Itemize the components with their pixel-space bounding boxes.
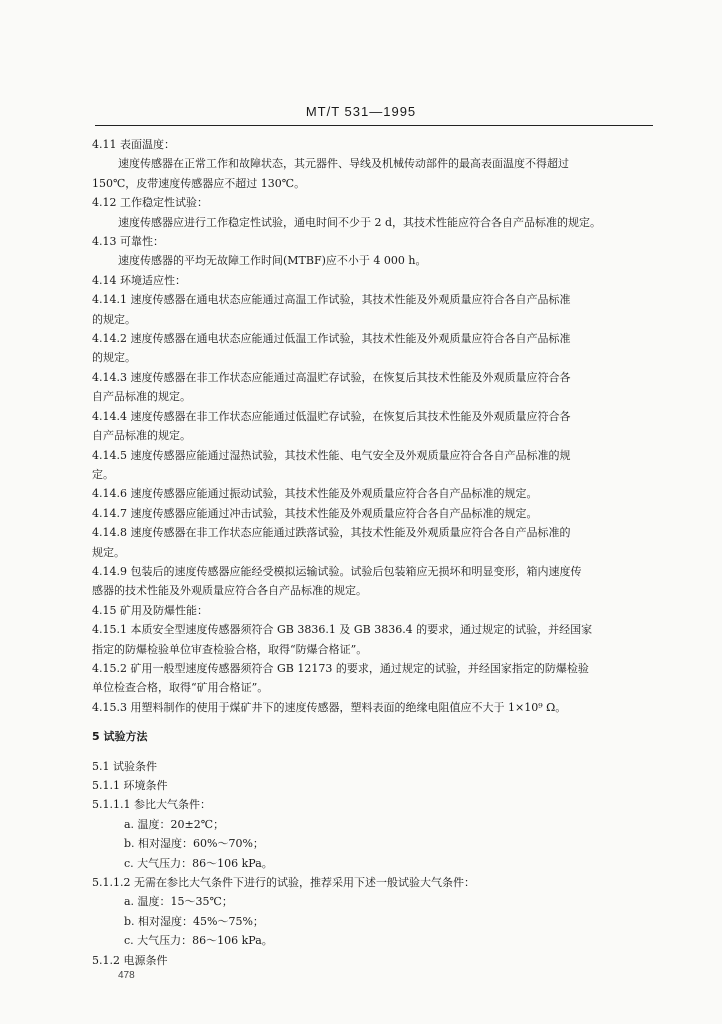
text-line: 定。 — [92, 467, 114, 481]
list-item: a. 温度：20±2℃； — [124, 817, 225, 831]
text-line: 的规定。 — [92, 312, 136, 326]
list-item: c. 大气压力：86～106 kPa。 — [124, 934, 273, 948]
section-gap — [92, 747, 658, 757]
text-line: 4.14.9 包装后的速度传感器应能经受模拟运输试验。试验后包装箱应无损坏和明显变形，箱内速度传 — [92, 564, 582, 578]
text-line: 5.1 试验条件 — [92, 759, 157, 773]
text-line: 4.14.6 速度传感器应能通过振动试验，其技术性能及外观质量应符合各自产品标准的规定。 — [92, 487, 538, 501]
text-line: 4.14.7 速度传感器应能通过冲击试验，其技术性能及外观质量应符合各自产品标准的规定。 — [92, 506, 538, 520]
header-rule — [95, 125, 653, 126]
text-line: 速度传感器的平均无故障工作时间(MTBF)应不小于 4 000 h。 — [118, 254, 427, 268]
text-line: 单位检查合格，取得“矿用合格证”。 — [92, 681, 269, 695]
text-line: 感器的技术性能及外观质量应符合各自产品标准的规定。 — [92, 584, 367, 598]
text-line: 4.14.5 速度传感器应能通过湿热试验，其技术性能、电气安全及外观质量应符合各自产品标准的规 — [92, 448, 571, 462]
text-line: 4.14.2 速度传感器在通电状态应能通过低温工作试验，其技术性能及外观质量应符合各自产品标准 — [92, 332, 571, 346]
text-line: 4.11 表面温度： — [92, 138, 175, 151]
text-line: 5.1.1.2 无需在参比大气条件下进行的试验，推荐采用下述一般试验大气条件： — [92, 876, 475, 890]
text-line: 的规定。 — [92, 351, 136, 365]
text-line: 4.14.8 速度传感器在非工作状态应能通过跌落试验，其技术性能及外观质量应符合各自产品标准的 — [92, 526, 571, 540]
text-line: 速度传感器在正常工作和故障状态，其元器件、导线及机械传动部件的最高表面温度不得超过 — [118, 157, 569, 171]
text-line: 5.1.1 环境条件 — [92, 779, 168, 792]
text-line: 4.15.2 矿用一般型速度传感器须符合 GB 12173 的要求，通过规定的试验，并经国家指定的防爆检验 — [92, 661, 589, 675]
document-body — [92, 135, 658, 970]
section-gap — [92, 717, 658, 727]
text-line: 规定。 — [92, 545, 125, 559]
text-line: 4.15.3 用塑料制作的使用于煤矿井下的速度传感器，塑料表面的绝缘电阻值应不大于 1×10⁹ Ω。 — [92, 700, 567, 714]
text-line: 速度传感器应进行工作稳定性试验，通电时间不少于 2 d，其技术性能应符合各自产品标准的规定。 — [118, 215, 602, 229]
list-item: a. 温度：15～35℃； — [124, 895, 233, 909]
text-line: 自产品标准的规定。 — [92, 390, 191, 404]
section-heading: 5 试验方法 — [92, 730, 148, 744]
text-line: 5.1.1.1 参比大气条件： — [92, 798, 211, 812]
text-line: 150℃，皮带速度传感器应不超过 130℃。 — [92, 176, 306, 190]
text-line: 4.14.4 速度传感器在非工作状态应能通过低温贮存试验，在恢复后其技术性能及外观质量应符合各 — [92, 409, 571, 423]
text-line: 指定的防爆检验单位审查检验合格，取得“防爆合格证”。 — [92, 642, 368, 656]
text-line: 4.14.1 速度传感器在通电状态应能通过高温工作试验，其技术性能及外观质量应符合各自产品标准 — [92, 293, 571, 307]
document-header-code: MT/T 531—1995 — [305, 104, 417, 119]
list-item: b. 相对湿度：45%～75%； — [124, 914, 264, 928]
text-line: 5.1.2 电源条件 — [92, 953, 168, 967]
text-line: 4.14 环境适应性： — [92, 273, 186, 287]
text-line: 4.15.1 本质安全型速度传感器须符合 GB 3836.1 及 GB 3836.4 的要求，通过规定的试验，并经国家 — [92, 623, 593, 637]
text-line: 自产品标准的规定。 — [92, 429, 191, 443]
text-line: 4.14.3 速度传感器在非工作状态应能通过高温贮存试验，在恢复后其技术性能及外观质量应符合各 — [92, 370, 571, 384]
text-line: 4.12 工作稳定性试验： — [92, 196, 208, 210]
list-item: b. 相对湿度：60%～70%； — [124, 837, 264, 851]
text-line: 4.15 矿用及防爆性能： — [92, 603, 208, 617]
text-line: 4.13 可靠性： — [92, 235, 164, 249]
list-item: c. 大气压力：86～106 kPa。 — [124, 856, 273, 870]
page-number: 478 — [118, 970, 135, 981]
